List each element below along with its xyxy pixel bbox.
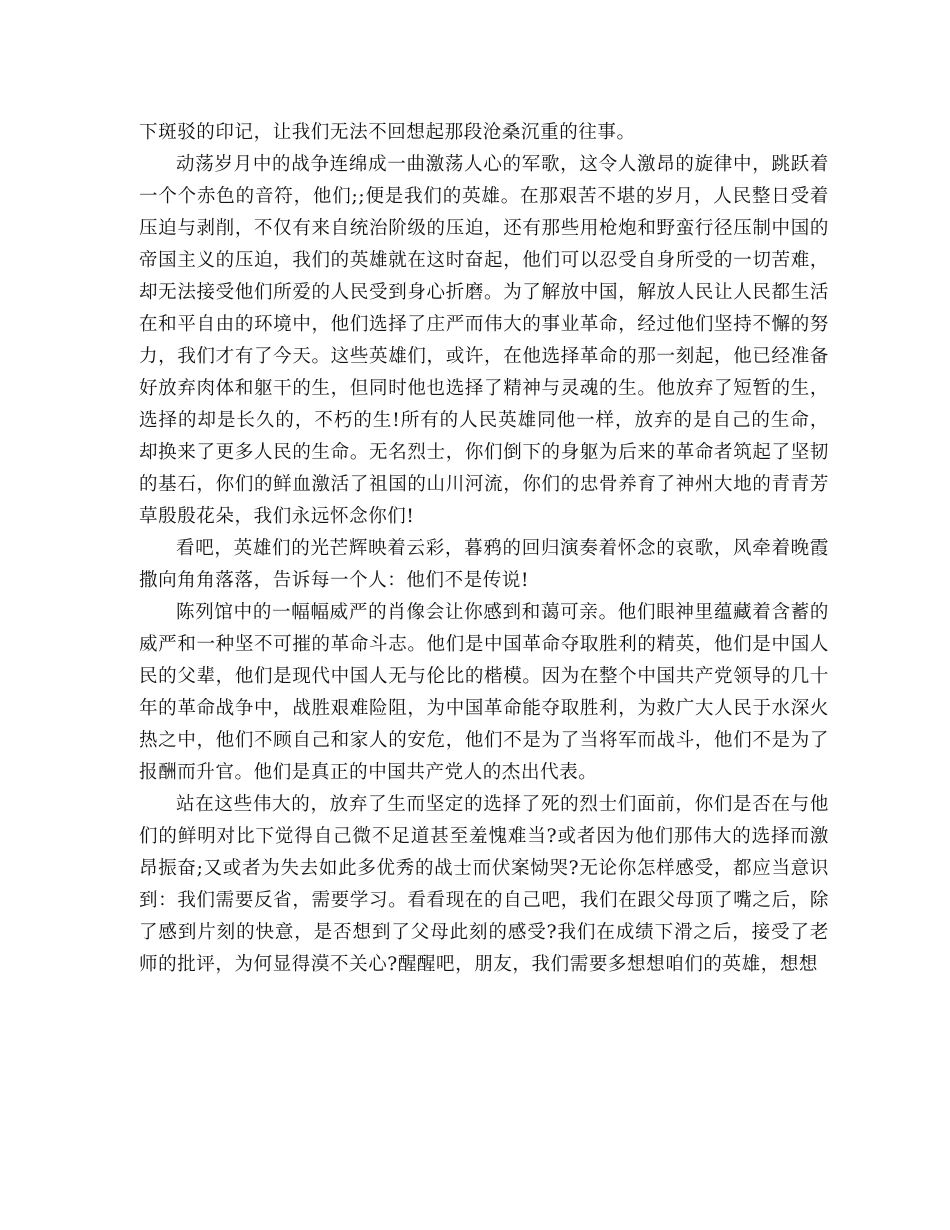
article-body xyxy=(139,117,829,981)
paragraph-1: 下斑驳的印记，让我们无法不回想起那段沧桑沉重的往事。 xyxy=(139,122,636,143)
paragraph-3: 看吧，英雄们的光芒辉映着云彩，暮鸦的回归演奏着怀念的哀歌，风牵着晚霞撒向角角落落，告诉每一个人：他们不是传说! xyxy=(139,538,829,591)
paragraph-4: 陈列馆中的一幅幅威严的肖像会让你感到和蔼可亲。他们眼神里蕴藏着含蓄的威严和一种坚不可摧的革命斗志。他们是中国革命夺取胜利的精英，他们是中国人民的父辈，他们是现代中国人无与伦比的楷模。因为在整个中国共产党领导的几十年的革命战争中，战胜艰难险阻，为中国革命能夺取胜利，为救广大人民于水深火热之中，他们不顾自己和家人的安危，他们不是为了当将军而战斗，他们不是为了报酬而升官。他们是真正的中国共产党人的杰出代表。 xyxy=(139,602,829,783)
paragraph-2: 动荡岁月中的战争连绵成一曲激荡人心的军歌，这令人激昂的旋律中，跳跃着一个个赤色的音符，他们;;便是我们的英雄。在那艰苦不堪的岁月，人民整日受着压迫与剥削，不仅有来自统治阶级的压迫，还有那些用枪炮和野蛮行径压制中国的帝国主义的压迫，我们的英雄就在这时奋起，他们可以忍受自身所受的一切苦难，却无法接受他们所爱的人民受到身心折磨。为了解放中国，解放人民让人民都生活在和平自由的环境中，他们选择了庄严而伟大的事业革命，经过他们坚持不懈的努力，我们才有了今天。这些英雄们，或许，在他选择革命的那一刻起，他已经准备好放弃肉体和躯干的生，但同时他也选择了精神与灵魂的生。他放弃了短暂的生，选择的却是长久的，不朽的生!所有的人民英雄同他一样，放弃的是自己的生命，却换来了更多人民的生命。无名烈士，你们倒下的身躯为后来的革命者筑起了坚韧的基石，你们的鲜血激活了祖国的山川河流，你们的忠骨养育了神州大地的青青芳草殷殷花朵，我们永远怀念你们! xyxy=(139,154,829,527)
paragraph-5: 站在这些伟大的，放弃了生而坚定的选择了死的烈士们面前，你们是否在与他们的鲜明对比下觉得自己微不足道甚至羞愧难当?或者因为他们那伟大的选择而激昂振奋;又或者为失去如此多优秀的战士而伏案恸哭?无论你怎样感受，都应当意识到：我们需要反省，需要学习。看看现在的自己吧，我们在跟父母顶了嘴之后，除了感到片刻的快意，是否想到了父母此刻的感受?我们在成绩下滑之后，接受了老师的批评，为何显得漠不关心?醒醒吧，朋友，我们需要多想想咱们的英雄，想想 xyxy=(139,794,829,975)
